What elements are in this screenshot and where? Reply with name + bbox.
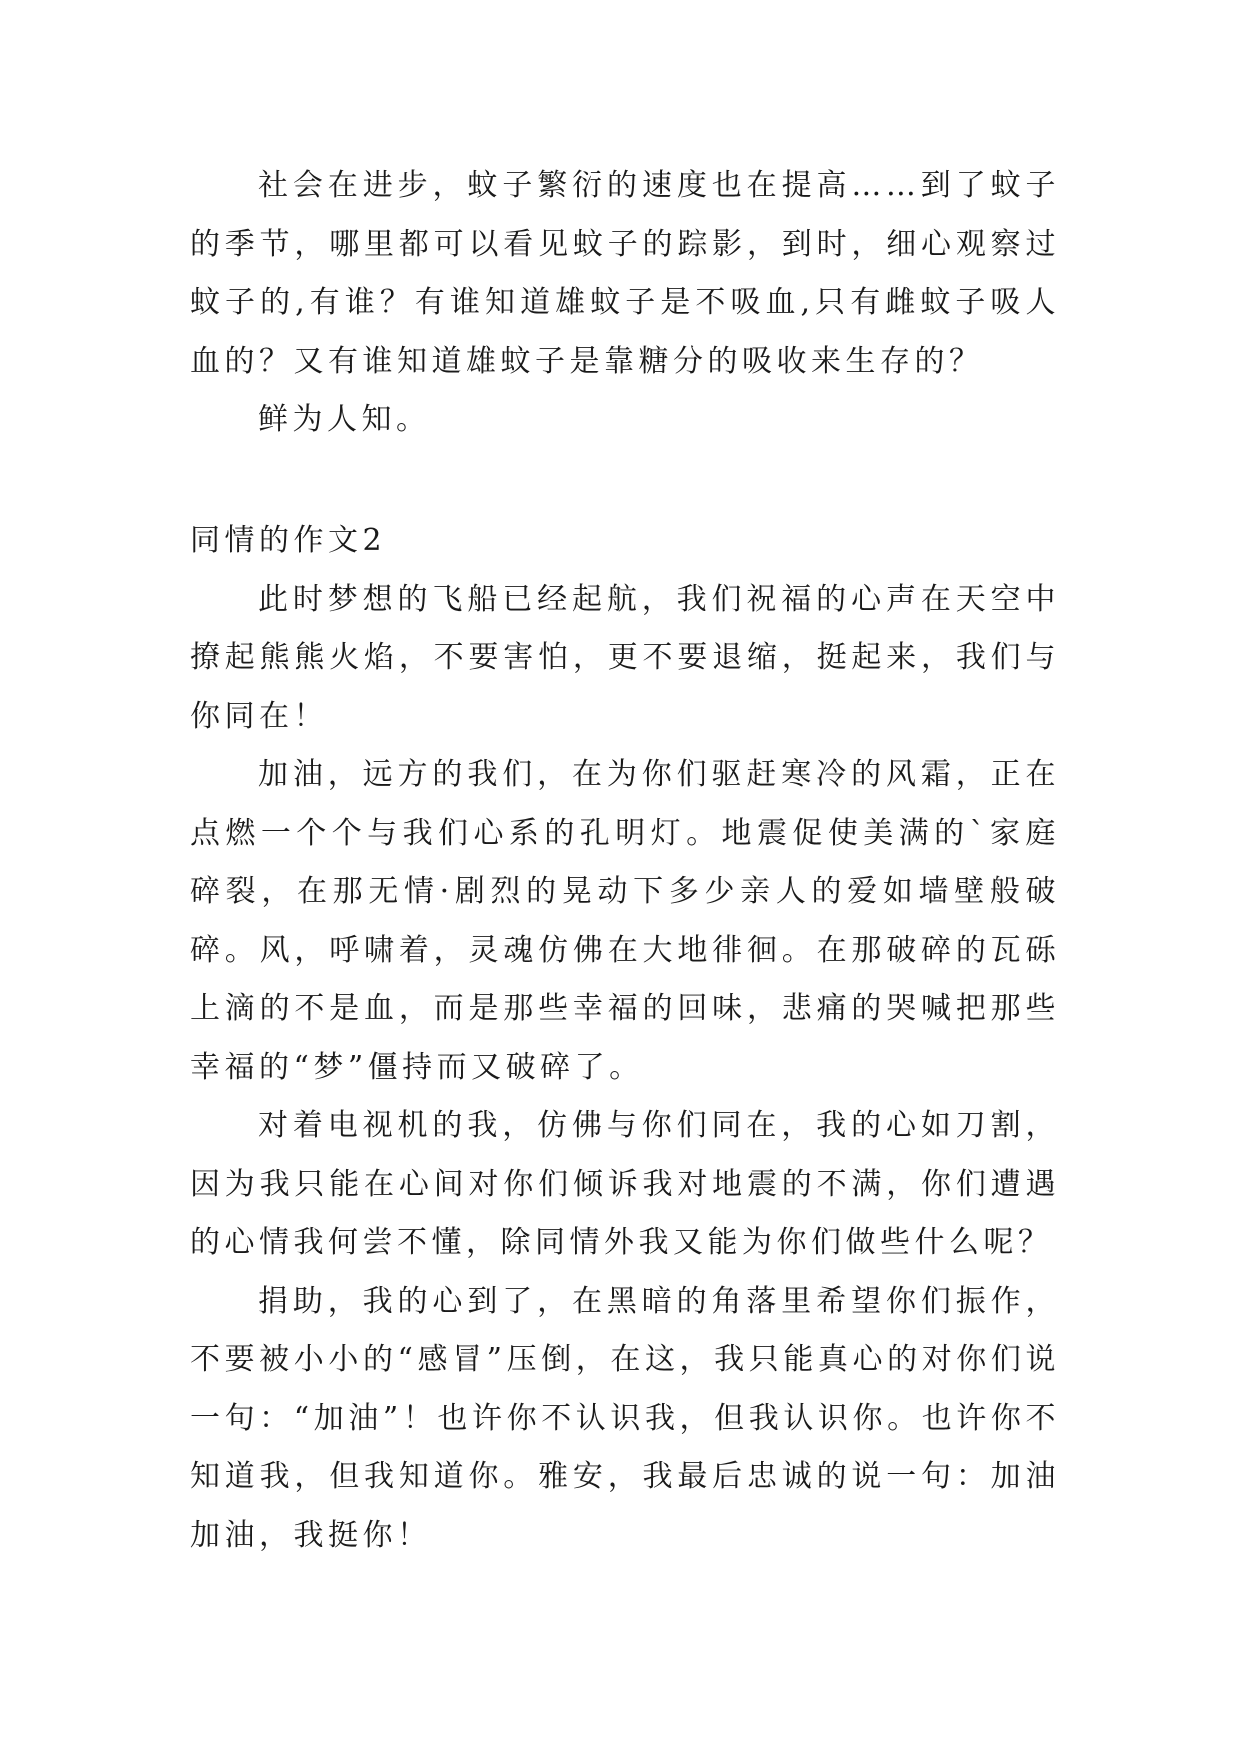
paragraph: 捐助，我的心到了，在黑暗的角落里希望你们振作，不要被小小的“感冒”压倒，在这，我只能真心的对你们说一句：“加油”！也许你不认识我，但我认识你。也许你不知道我，但我知道你。雅安，我最后忠诚的说一句：加油加油，我挺你！ [190, 1283, 1060, 1553]
essay-section [190, 512, 1060, 1565]
paragraph: 加油，远方的我们，在为你们驱赶寒冷的风霜，正在点燃一个个与我们心系的孔明灯。地震促使美满的`家庭碎裂，在那无情·剧烈的晃动下多少亲人的爱如墙壁般破碎。风，呼啸着，灵魂仿佛在大地徘徊。在那破碎的瓦砾上滴的不是血，而是那些幸福的回味，悲痛的哭喊把那些幸福的“梦”僵持而又破碎了。 [190, 757, 1060, 1085]
paragraph: 社会在进步，蚊子繁衍的速度也在提高……到了蚊子的季节，哪里都可以看见蚊子的踪影，到时，细心观察过蚊子的,有谁？有谁知道雄蚊子是不吸血,只有雌蚊子吸人血的？又有谁知道雄蚊子是靠糖分的吸收来生存的？ [190, 168, 1060, 379]
paragraph: 此时梦想的飞船已经起航，我们祝福的心声在天空中撩起熊熊火焰，不要害怕，更不要退缩，挺起来，我们与你同在！ [190, 581, 1060, 734]
paragraph: 对着电视机的我，仿佛与你们同在，我的心如刀割，因为我只能在心间对你们倾诉我对地震的不满，你们遭遇的心情我何尝不懂，除同情外我又能为你们做些什么呢？ [190, 1108, 1060, 1260]
paragraph: 鲜为人知。 [258, 402, 431, 437]
essay-title: 同情的作文2 [190, 523, 387, 558]
intro-section [190, 157, 1060, 450]
